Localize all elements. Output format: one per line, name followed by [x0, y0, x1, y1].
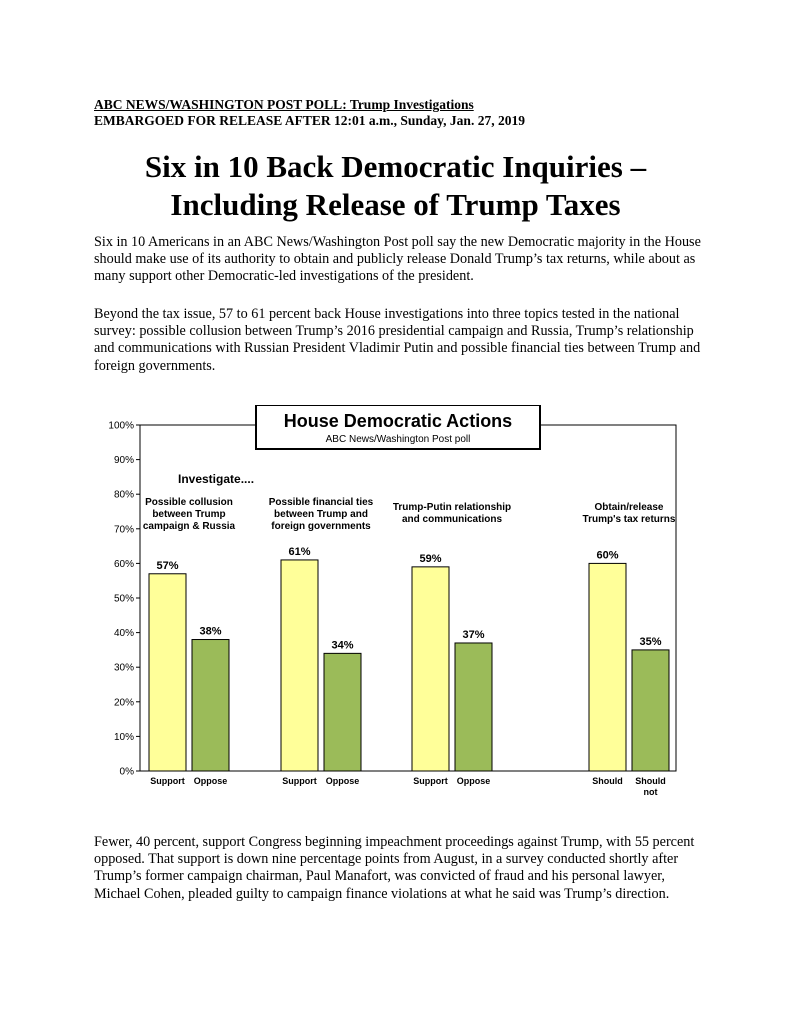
bar — [192, 640, 229, 771]
y-tick-label: 40% — [113, 628, 134, 640]
y-tick-label: 60% — [113, 558, 134, 570]
header-line-2: EMBARGOED FOR RELEASE AFTER 12:01 a.m., Sunday, Jan. 27, 2019 — [94, 113, 525, 128]
chart-annotation: Investigate.... — [178, 472, 255, 486]
y-tick-label: 10% — [113, 731, 134, 743]
headline-line-2: Including Release of Trump Taxes — [170, 187, 621, 222]
group-label: Possible financial ties — [268, 497, 374, 508]
group-label: campaign & Russia — [142, 521, 236, 532]
group-label: Possible collusion — [145, 497, 233, 508]
chart-subtitle: ABC News/Washington Post poll — [325, 434, 471, 445]
bar-value-label: 61% — [288, 545, 311, 558]
group-label: Trump-Putin relationship — [392, 502, 512, 513]
bar — [632, 650, 669, 771]
bar-value-label: 38% — [199, 625, 222, 638]
group-label: between Trump and — [274, 509, 368, 520]
category-label: Support — [282, 776, 317, 786]
paragraph-impeachment: Fewer, 40 percent, support Congress beginning impeachment proceedings against Trump, with 55 percent opposed. That support is down nine percentage points from August, in a survey conducted shortly after Trump’s former campaign chairman, Paul Manafort, was convicted of fraud and his personal lawyer, Michael Cohen, pleaded guilty to campaign finance violations at what he said was Trump’s direction. — [94, 834, 695, 902]
category-label: Support — [413, 776, 448, 786]
y-tick-label: 30% — [113, 662, 134, 674]
bar — [412, 567, 449, 771]
category-label: not — [643, 787, 658, 797]
y-tick-label: 80% — [113, 489, 134, 501]
chart-title: House Democratic Actions — [283, 411, 513, 431]
bar — [149, 574, 186, 771]
paragraph-intro: Six in 10 Americans in an ABC News/Washington Post poll say the new Democratic majority in the House should make use of its authority to obtain and publicly release Donald Trump’s tax returns, while about as many support other Democratic-led investigations of the president. — [94, 234, 701, 285]
bar-value-label: 59% — [419, 552, 442, 565]
y-tick-label: 70% — [113, 524, 134, 536]
y-tick-label: 20% — [113, 697, 134, 709]
bar-value-label: 57% — [156, 559, 179, 572]
category-label: Oppose — [193, 776, 228, 786]
category-label: Support — [150, 776, 185, 786]
group-label: and communications — [401, 514, 503, 525]
group-label: foreign governments — [271, 521, 371, 532]
bar-value-label: 34% — [331, 639, 354, 652]
category-label: Oppose — [456, 776, 491, 786]
bar-value-label: 37% — [462, 628, 485, 641]
group-label: Obtain/release — [594, 502, 664, 513]
category-label: Should — [635, 776, 666, 786]
group-label: Trump's tax returns — [582, 514, 676, 525]
bar — [455, 643, 492, 771]
headline — [60, 148, 731, 224]
y-tick-label: 90% — [113, 455, 134, 467]
bar-value-label: 60% — [596, 549, 619, 562]
group-label: between Trump — [152, 509, 226, 520]
header-line-1: ABC NEWS/WASHINGTON POST POLL: Trump Investigations — [94, 97, 474, 112]
y-tick-label: 0% — [119, 766, 134, 778]
bar-chart — [92, 405, 692, 815]
bar — [281, 560, 318, 771]
category-label: Oppose — [325, 776, 360, 786]
y-tick-label: 100% — [108, 420, 134, 432]
paragraph-topics: Beyond the tax issue, 57 to 61 percent back House investigations into three topics tested in the national survey: possible collusion between Trump’s 2016 presidential campaign and Russia, Trump’s relationship and communications with Russian President Vladimir Putin and possible financial ties between Trump and foreign governments. — [94, 306, 701, 374]
bar-value-label: 35% — [639, 635, 662, 648]
y-tick-label: 50% — [113, 593, 134, 605]
bar — [324, 653, 361, 771]
headline-line-1: Six in 10 Back Democratic Inquiries – — [144, 149, 647, 184]
bar — [589, 563, 626, 771]
category-label: Should — [592, 776, 623, 786]
